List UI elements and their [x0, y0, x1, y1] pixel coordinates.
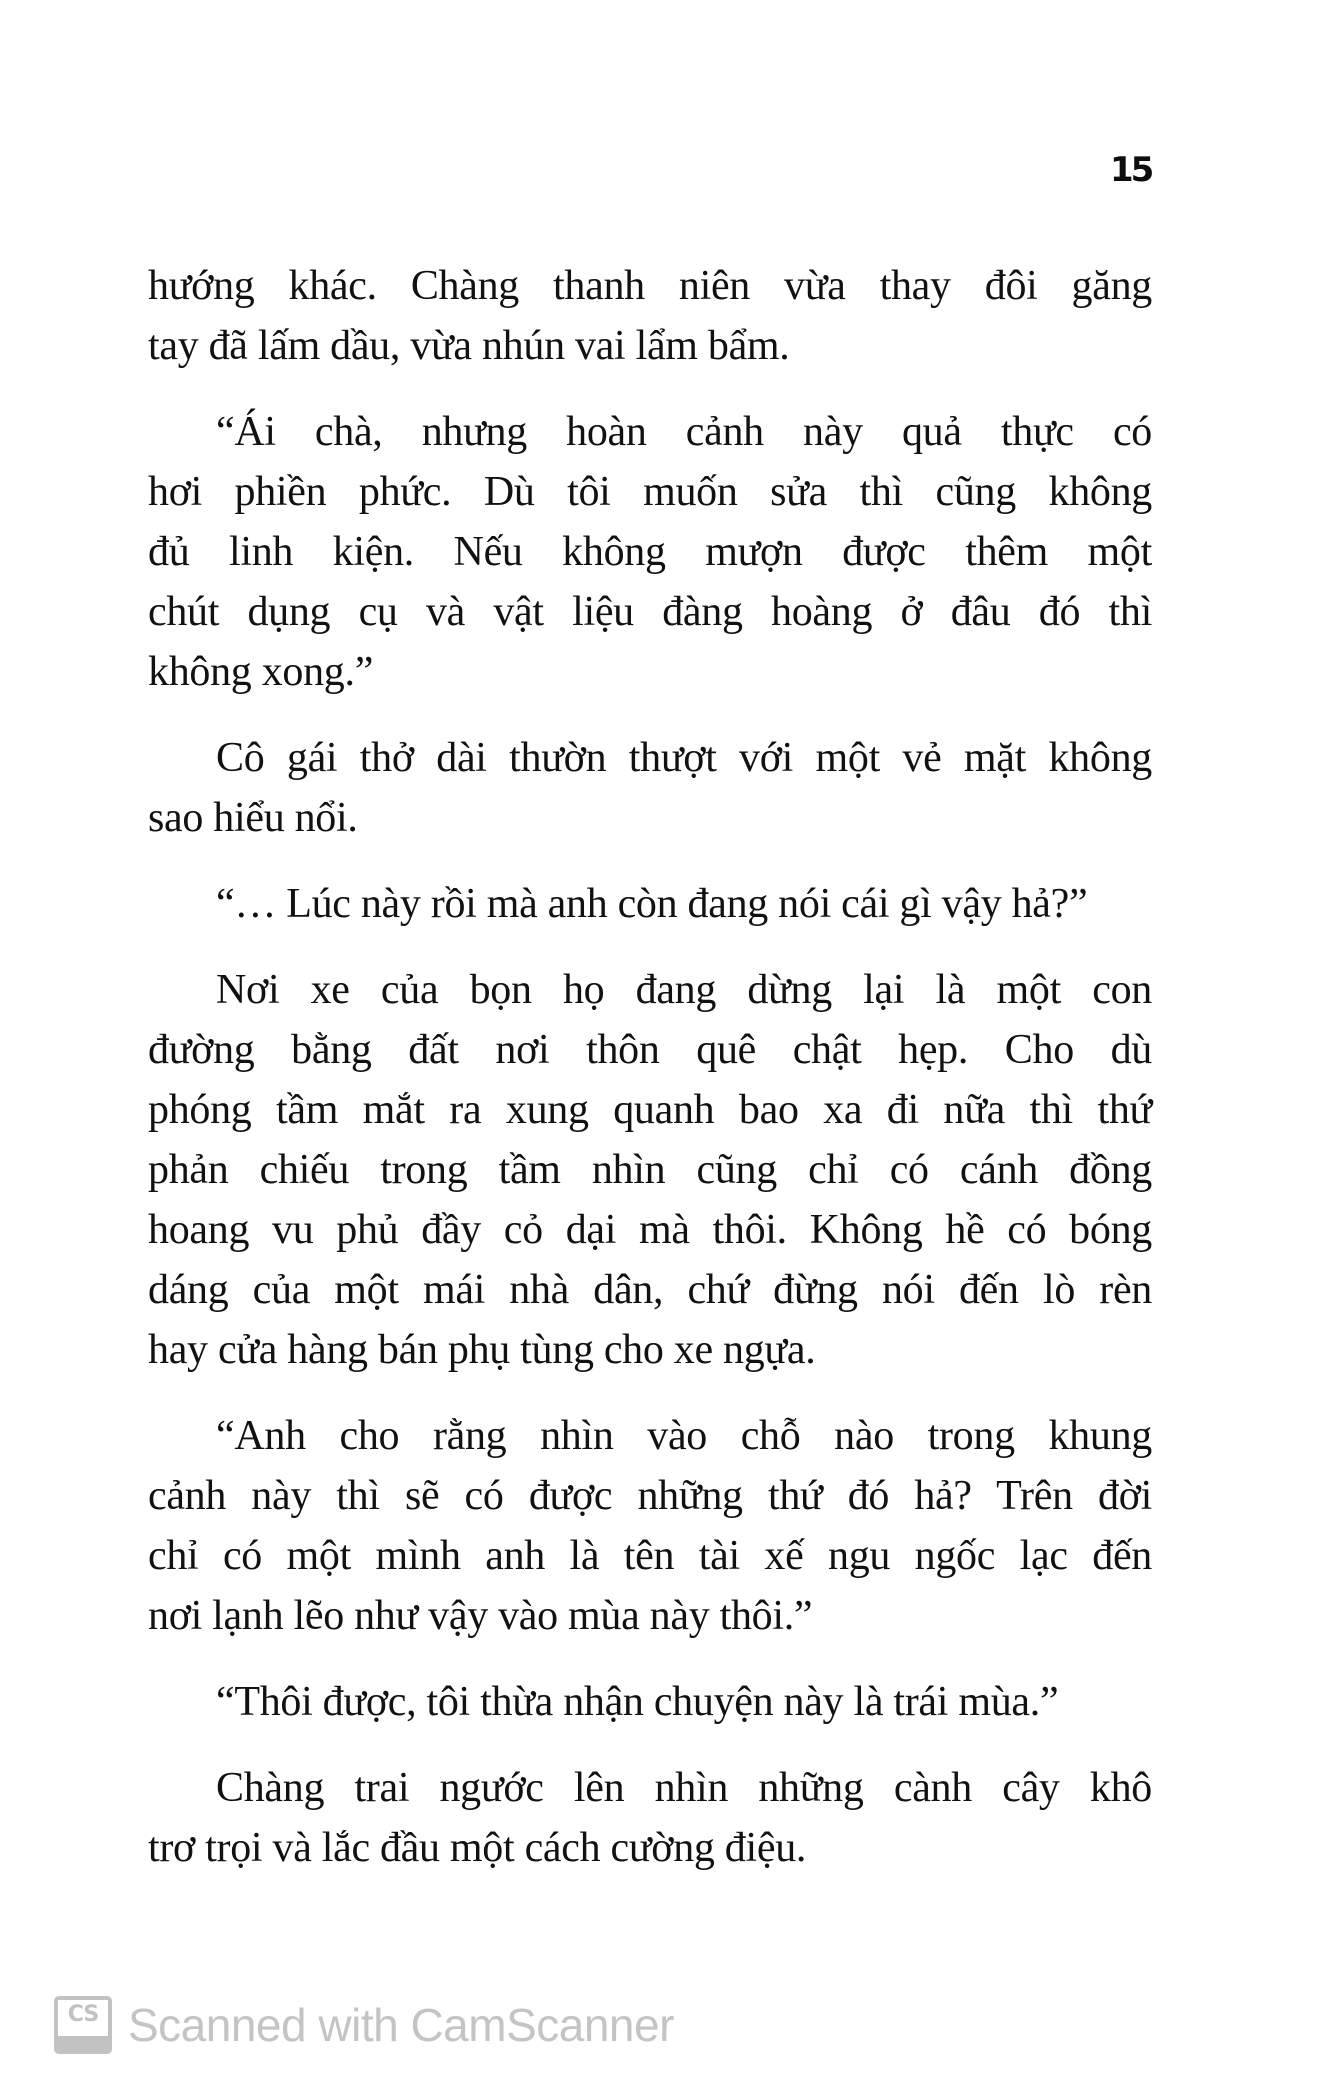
text-line: hoang vu phủ đầy cỏ dại mà thôi. Không hề có bóng — [148, 1207, 1152, 1253]
page-number: 15 — [1110, 150, 1152, 190]
text-line: Nơi xe của bọn họ đang dừng lại là một con — [216, 967, 1152, 1013]
body-text — [148, 256, 1152, 1878]
watermark-text: Scanned with CamScanner — [128, 1999, 674, 2051]
paragraph — [148, 1406, 1152, 1646]
text-line: nơi lạnh lẽo như vậy vào mùa này thôi.” — [148, 1593, 813, 1639]
text-line: dáng của một mái nhà dân, chứ đừng nói đến lò rèn — [148, 1267, 1152, 1313]
text-line: chút dụng cụ và vật liệu đàng hoàng ở đâu đó thì — [148, 589, 1152, 635]
paragraph — [148, 960, 1152, 1380]
text-line: hơi phiền phức. Dù tôi muốn sửa thì cũng không — [148, 469, 1152, 515]
text-line: “Ái chà, nhưng hoàn cảnh này quả thực có — [216, 409, 1152, 455]
camscanner-logo-text: CS — [67, 2002, 99, 2027]
text-line: “Thôi được, tôi thừa nhận chuyện này là trái mùa.” — [216, 1679, 1059, 1725]
camscanner-watermark — [54, 1996, 674, 2054]
text-line: hay cửa hàng bán phụ tùng cho xe ngựa. — [148, 1327, 816, 1373]
text-line: trơ trọi và lắc đầu một cách cường điệu. — [148, 1825, 807, 1871]
paragraph — [148, 402, 1152, 702]
paragraph — [148, 874, 1152, 934]
text-line: “Anh cho rằng nhìn vào chỗ nào trong khung — [216, 1413, 1152, 1459]
paragraph — [148, 256, 1152, 376]
text-line: chỉ có một mình anh là tên tài xế ngu ngốc lạc đến — [148, 1533, 1152, 1579]
paragraph — [148, 728, 1152, 848]
text-line: cảnh này thì sẽ có được những thứ đó hả? Trên đời — [148, 1473, 1152, 1519]
paragraph — [148, 1672, 1152, 1732]
text-line: đường bằng đất nơi thôn quê chật hẹp. Cho dù — [148, 1027, 1152, 1073]
text-line: đủ linh kiện. Nếu không mượn được thêm một — [148, 529, 1152, 575]
text-line: phóng tầm mắt ra xung quanh bao xa đi nữa thì thứ — [148, 1087, 1152, 1133]
text-line: sao hiểu nổi. — [148, 795, 358, 841]
text-line: Chàng trai ngước lên nhìn những cành cây khô — [216, 1765, 1152, 1811]
text-line: phản chiếu trong tầm nhìn cũng chỉ có cánh đồng — [148, 1147, 1152, 1193]
camscanner-logo-icon — [54, 1996, 112, 2054]
text-line: tay đã lấm dầu, vừa nhún vai lẩm bẩm. — [148, 323, 790, 369]
text-line: không xong.” — [148, 649, 374, 695]
text-line: Cô gái thở dài thườn thượt với một vẻ mặt không — [216, 735, 1152, 781]
paragraph — [148, 1758, 1152, 1878]
text-line: hướng khác. Chàng thanh niên vừa thay đôi găng — [148, 263, 1152, 309]
text-line: “… Lúc này rồi mà anh còn đang nói cái gì vậy hả?” — [216, 881, 1088, 927]
